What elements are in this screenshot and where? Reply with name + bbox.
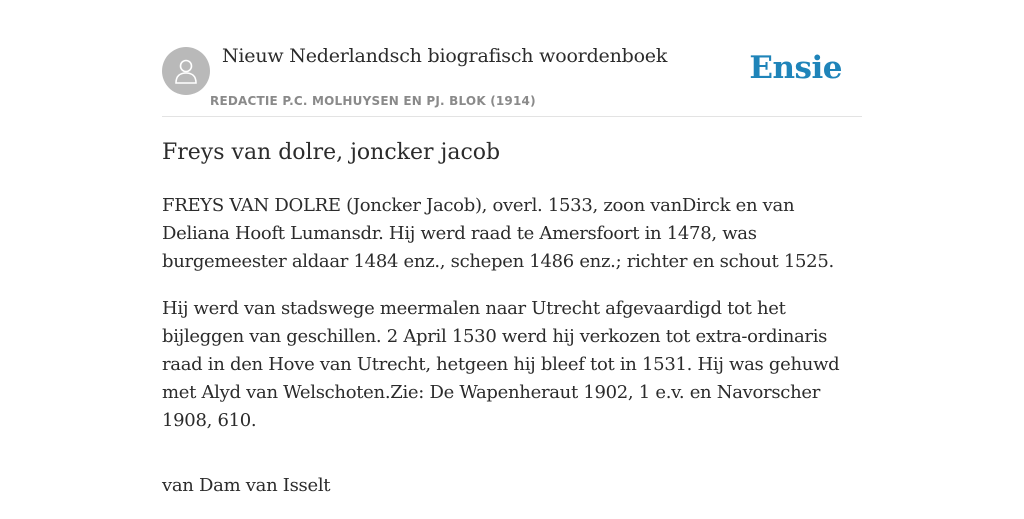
entry-paragraph: FREYS VAN DOLRE (Joncker Jacob), overl. 1533, zoon vanDirck en van Deliana Hooft Lumansdr. Hij werd raad te Amersfoort in 1478, was burgemeester aldaar 1484 enz., schepen 1486 enz.; richter en schout 1525.: [162, 195, 834, 272]
source-title[interactable]: Nieuw Nederlandsch biografisch woordenboek: [222, 45, 668, 67]
user-icon: [173, 57, 199, 85]
ensie-logo[interactable]: Ensie: [749, 50, 842, 86]
avatar[interactable]: [162, 47, 210, 95]
entry-body: [162, 192, 862, 519]
source-editors: REDACTIE P.C. MOLHUYSEN EN PJ. BLOK (1914): [210, 94, 536, 108]
entry-paragraph: Hij werd van stadswege meermalen naar Utrecht afgevaardigd tot het bijleggen van geschillen. 2 April 1530 werd hij verkozen tot extra-ordinaris raad in den Hove van Utrecht, hetgeen hij bleef tot in 1531. Hij was gehuwd met Alyd van Welschoten.Zie: De Wapenheraut 1902, 1 e.v. en Navorscher 1908, 610.: [162, 298, 840, 431]
entry-author: van Dam van Isselt: [162, 475, 331, 496]
entry-title: Freys van dolre, joncker jacob: [162, 140, 501, 165]
entry-card: [162, 0, 862, 512]
source-header: [162, 0, 862, 117]
